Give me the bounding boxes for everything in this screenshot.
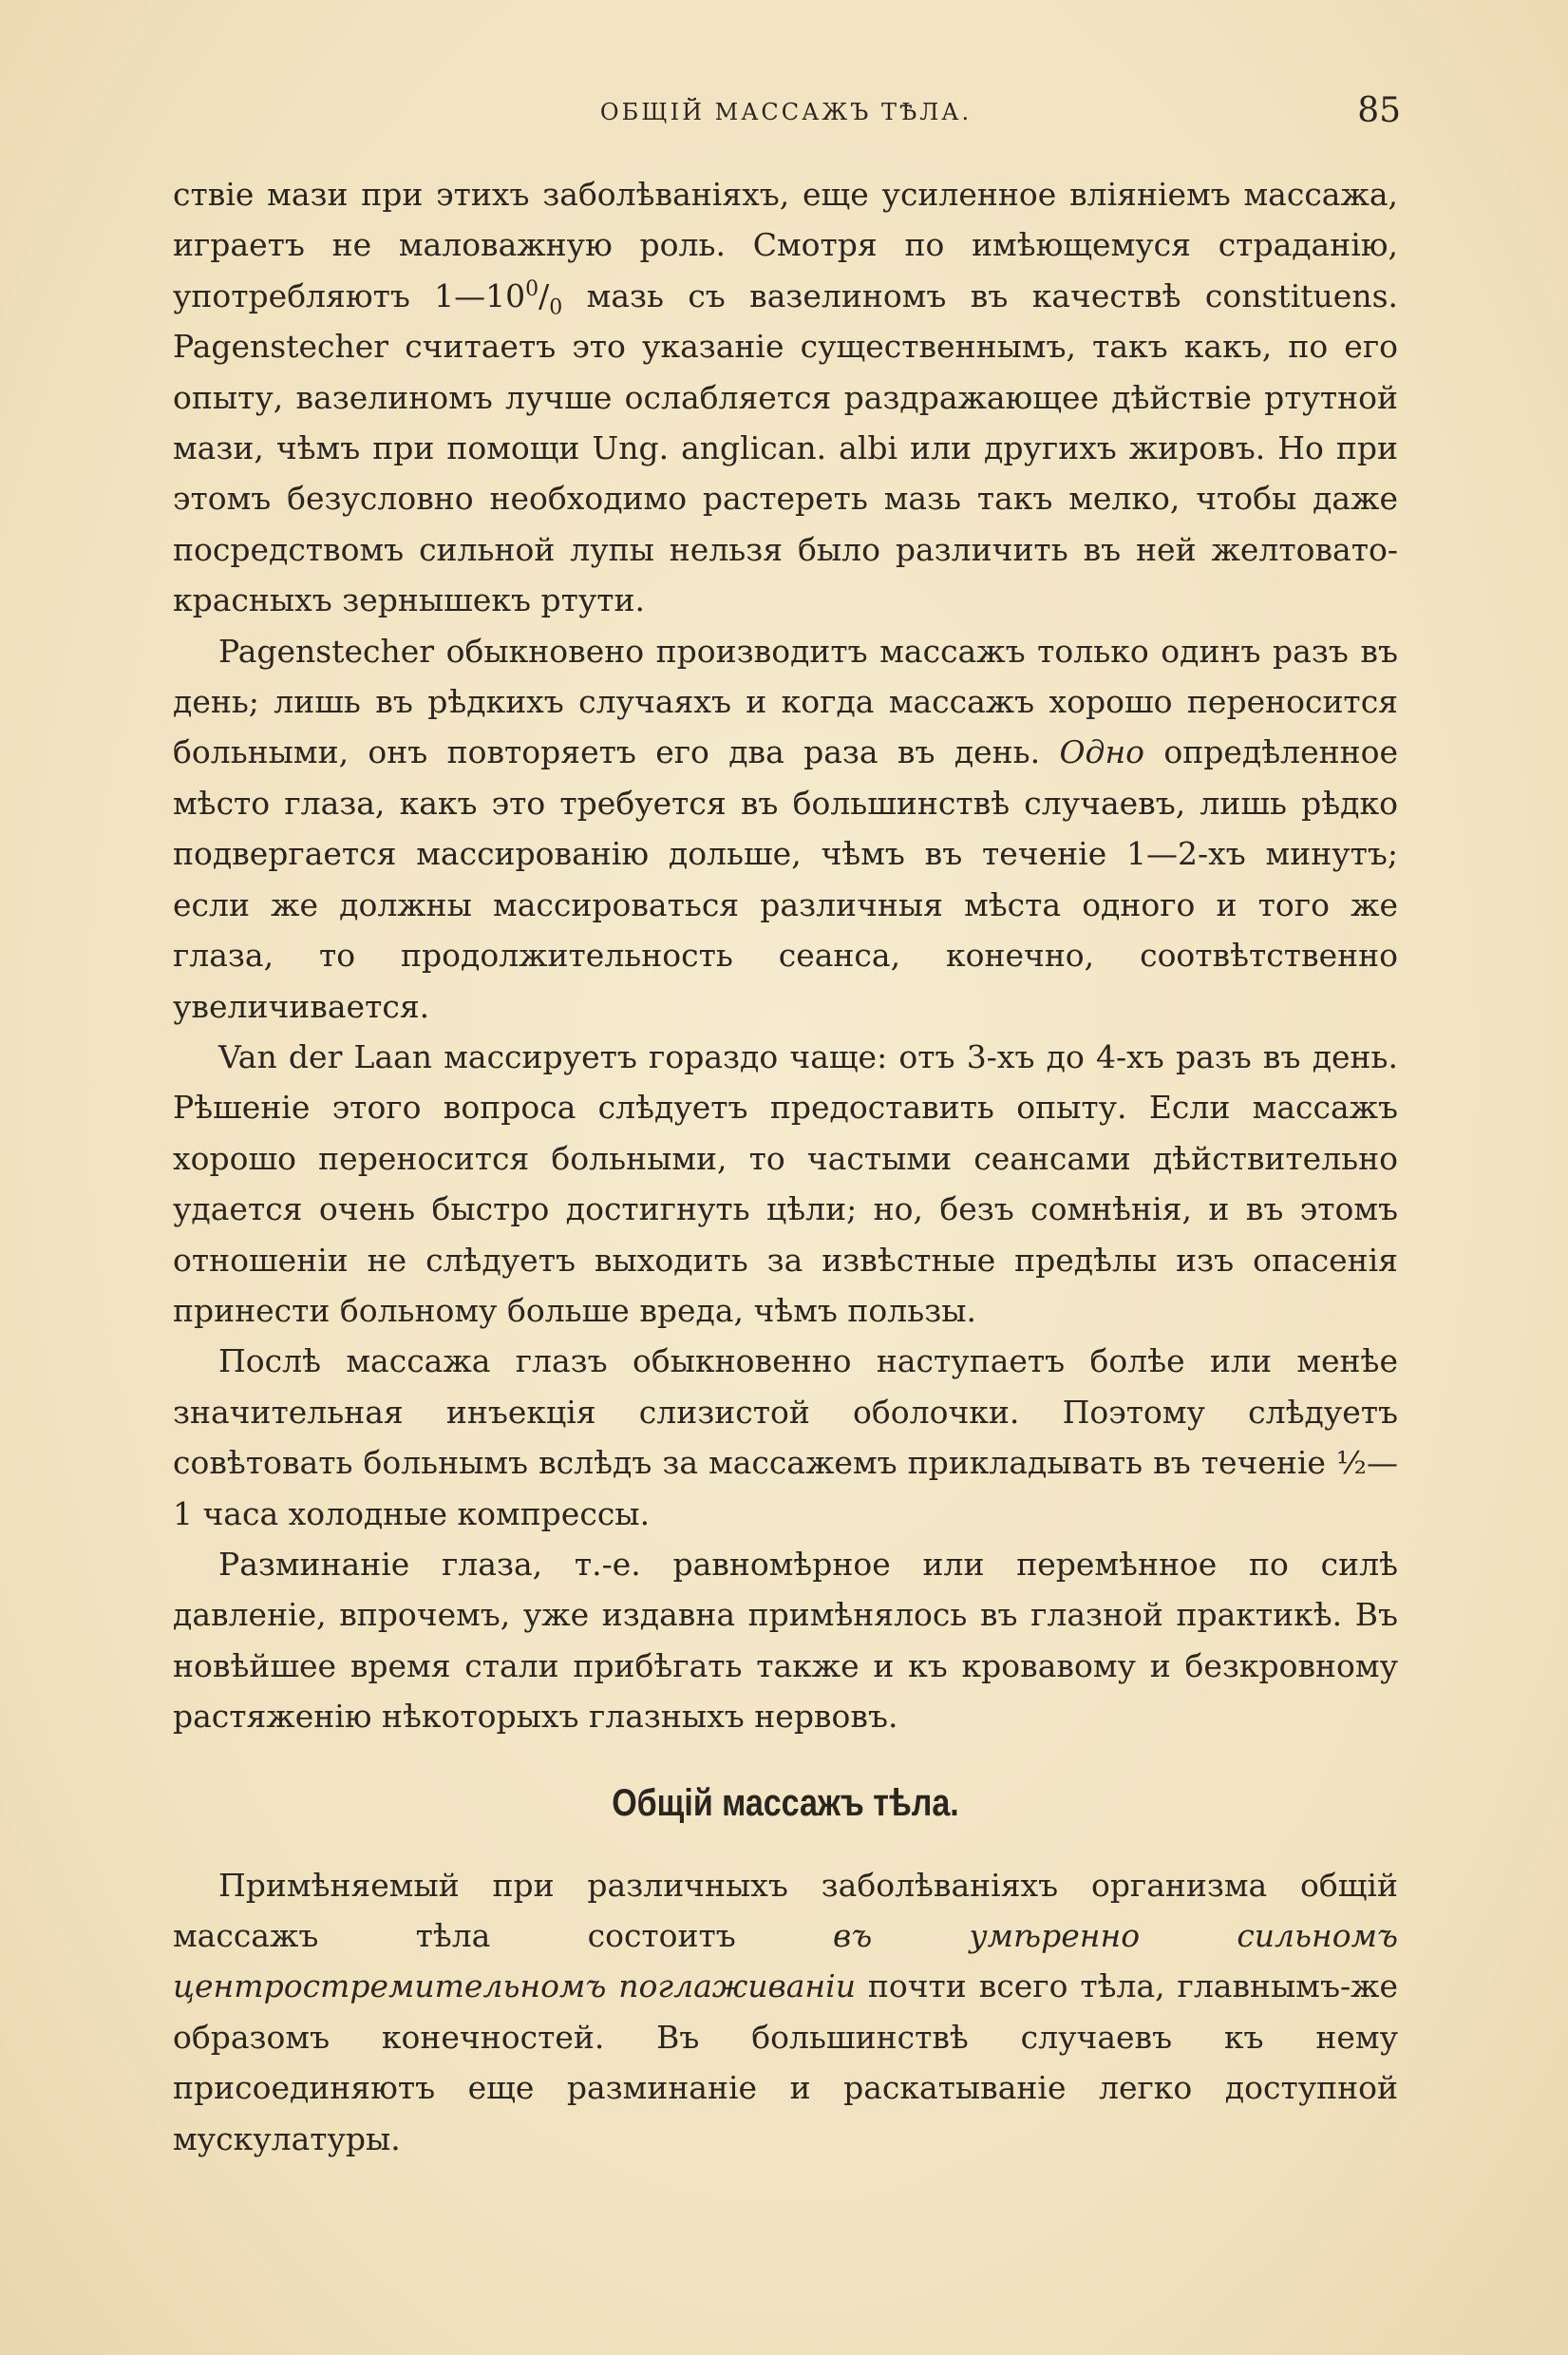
superscript: 0 <box>525 276 539 301</box>
text-run: мазь съ вазелиномъ въ качествѣ constituens. Pagenstecher считаетъ это указаніе существеннымъ, такъ какъ, по его опыту, вазелиномъ лучше ослабляется раздражающее дѣйствіе ртутной мази, чѣмъ при помощи Ung. anglican. albi или другихъ жировъ. Но при этомъ безусловно необходимо растереть мазь такъ мелко, чтобы даже посредствомъ сильной лупы нельзя было различить въ ней желтовато-красныхъ зернышекъ ртути. <box>173 276 1398 619</box>
paragraph <box>173 626 1398 1032</box>
text-run: Pagenstecher обыкновено производитъ массажъ только одинъ разъ въ день; лишь въ рѣдкихъ случаяхъ и когда массажъ хорошо переносится больными, онъ повторяетъ его два раза въ день. <box>173 632 1398 771</box>
section-heading: Общій массажъ тѣла. <box>612 1781 959 1824</box>
paragraph <box>173 1336 1398 1539</box>
page-body <box>173 169 1398 2164</box>
subscript: 0 <box>549 295 563 320</box>
text-run: опредѣленное мѣсто глаза, какъ это требуется въ большинствѣ случаевъ, лишь рѣдко подвергается массированію дольше, чѣмъ въ теченіе 1—2-хъ минутъ; если же должны массироваться различныя мѣста одного и того же глаза, то продолжительность сеанса, конечно, соотвѣтственно увеличивается. <box>173 733 1398 1025</box>
text-run: Van der Laan массируетъ гораздо чаще: отъ 3-хъ до 4-хъ разъ въ день. Рѣшеніе этого вопроса слѣдуетъ предоставить опыту. Если массажъ хорошо переносится больными, то частыми сеансами дѣйствительно удается очень быстро достигнуть цѣли; но, безъ сомнѣнія, и въ этомъ отношеніи не слѣдуетъ выходить за извѣстные предѣлы изъ опасенія принести больному больше вреда, чѣмъ пользы. <box>173 1037 1398 1329</box>
paragraph <box>173 169 1398 626</box>
text-run: Примѣняемый при различныхъ заболѣваніяхъ организма общій массажъ тѣла состоитъ <box>173 1866 1398 1954</box>
text-run: Послѣ массажа глазъ обыкновенно наступаетъ болѣе или менѣе значительная инъекція слизистой оболочки. Поэтому слѣдуетъ совѣтовать больнымъ вслѣдъ за массажемъ прикладывать въ теченіе ½—1 часа холодные компрессы. <box>173 1342 1398 1532</box>
text-run: почти всего тѣла, главнымъ-же образомъ конечностей. Въ большинствѣ случаевъ къ нему присоединяютъ еще разминаніе и раскатываніе легко доступной мускулатуры. <box>173 1967 1399 2157</box>
paragraph <box>173 1539 1398 1742</box>
page-number: 85 <box>1357 91 1401 130</box>
paragraphs-before-heading <box>173 169 1398 1742</box>
italic-emphasis: Одно <box>1059 733 1145 771</box>
text-run: ствіе мази при этихъ заболѣваніяхъ, еще усиленное вліяніемъ массажа, играетъ не маловажную роль. Смотря по имѣющемуся страданію, употребляютъ 1—10 <box>173 176 1398 314</box>
paragraph <box>173 1032 1398 1336</box>
text-run: Разминаніе глаза, т.-е. равномѣрное или перемѣнное по силѣ давленіе, впрочемъ, уже издавна примѣнялось въ глазной практикѣ. Въ новѣйшее время стали прибѣгать также и къ кровавому и безкровному растяженію нѣкоторыхъ глазныхъ нервовъ. <box>173 1545 1398 1736</box>
paragraphs-after-heading <box>173 1860 1398 2164</box>
paragraph <box>173 1860 1398 2164</box>
running-title: ОБЩІЙ МАССАЖЪ ТѢЛА. <box>599 99 973 125</box>
italic-emphasis: въ умѣренно сильномъ центростремительномъ поглаживаніи <box>173 1917 1398 2005</box>
running-head <box>171 91 1401 129</box>
text-run: / <box>538 276 550 314</box>
